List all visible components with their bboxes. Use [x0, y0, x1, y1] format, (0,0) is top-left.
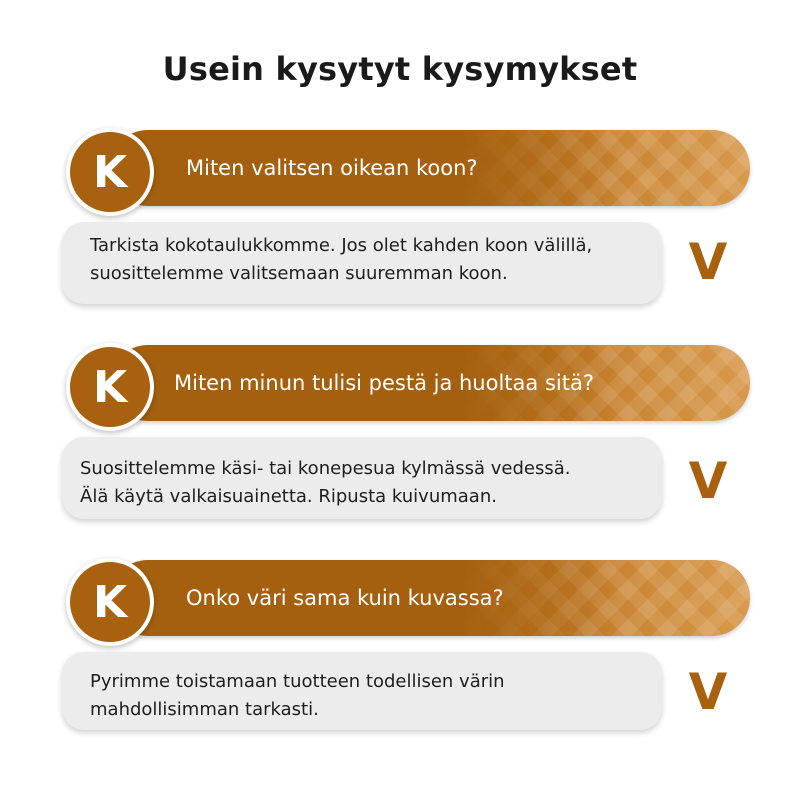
answer-line: Tarkista kokotaulukkomme. Jos olet kahden koon välillä, [90, 235, 593, 256]
question-text: Miten valitsen oikean koon? [186, 156, 478, 180]
question-badge: K [66, 558, 154, 646]
answer-line: Suosittelemme käsi- tai konepesua kylmässä vedessä. [80, 458, 571, 479]
question-text: Onko väri sama kuin kuvassa? [186, 586, 504, 610]
question-badge: K [66, 128, 154, 216]
answer-text [90, 232, 650, 288]
answer-line: suosittelemme valitsemaan suuremman koon. [90, 263, 508, 284]
answer-line: Älä käytä valkaisuainetta. Ripusta kuivumaan. [80, 486, 497, 507]
faq-item [0, 343, 800, 543]
answer-line: mahdollisimman tarkasti. [90, 699, 319, 720]
faq-item [0, 558, 800, 758]
answer-badge: V [688, 233, 728, 291]
answer-text [90, 668, 650, 724]
answer-badge: V [688, 452, 728, 510]
faq-item [0, 128, 800, 328]
question-text: Miten minun tulisi pestä ja huoltaa sitä? [174, 371, 594, 395]
page-title: Usein kysytyt kysymykset [162, 50, 638, 88]
question-badge: K [66, 343, 154, 431]
answer-badge: V [688, 663, 728, 721]
answer-line: Pyrimme toistamaan tuotteen todellisen värin [90, 671, 505, 692]
answer-text [80, 455, 640, 511]
